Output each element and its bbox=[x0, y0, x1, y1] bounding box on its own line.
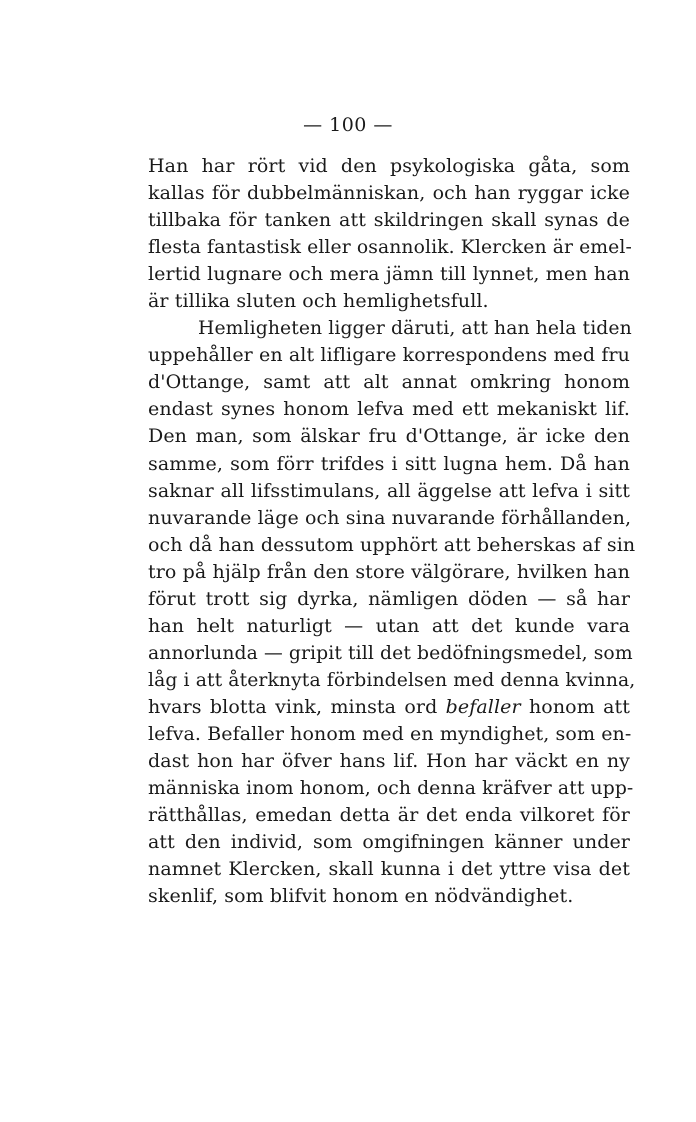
text-line: annorlunda — gripit till det bedöfningsmedel, som bbox=[148, 642, 633, 664]
text-line: tro på hjälp från den store välgörare, hvilken han bbox=[148, 560, 630, 583]
text-line: flesta fantastisk eller osannolik. Klercken är emel- bbox=[148, 237, 632, 259]
text-segment: honom att bbox=[528, 695, 631, 718]
paragraph-2 bbox=[148, 315, 636, 910]
text-line: att den individ, som omgifningen känner under bbox=[148, 831, 630, 854]
text-line: lertid lugnare och mera jämn till lynnet, men han bbox=[148, 263, 630, 286]
text-line: han helt naturligt — utan att det kunde vara bbox=[148, 614, 630, 637]
text-line: skenlif, som blifvit honom en nödvändighet. bbox=[148, 885, 574, 908]
text-line: saknar all lifsstimulans, all äggelse att lefva i sitt bbox=[148, 479, 630, 502]
text-line: endast synes honom lefva med ett mekaniskt lif. bbox=[148, 398, 630, 421]
paragraph-1 bbox=[148, 153, 630, 315]
text-line: lefva. Befaller honom med en myndighet, som en- bbox=[148, 722, 632, 745]
italic-word: befaller bbox=[445, 695, 521, 718]
text-line: rätthållas, emedan detta är det enda vilkoret för bbox=[148, 804, 630, 827]
text-line: nuvarande läge och sina nuvarande förhållanden, bbox=[148, 506, 632, 529]
text-line: uppehåller en alt lifligare korrespondens med fru bbox=[148, 344, 630, 367]
text-line: tillbaka för tanken att skildringen skall synas de bbox=[148, 209, 630, 232]
text-line: Den man, som älskar fru d'Ottange, är icke den bbox=[148, 425, 630, 448]
text-line: dast hon har öfver hans lif. Hon har väckt en ny bbox=[148, 750, 630, 773]
text-line: och då han dessutom upphört att beherskas af sin bbox=[148, 533, 636, 556]
text-line: Han har rört vid den psykologiska gåta, som bbox=[148, 155, 630, 177]
text-line: människa inom honom, och denna kräfver att upp- bbox=[148, 778, 634, 800]
text-line: förut trott sig dyrka, nämligen döden — så har bbox=[148, 587, 630, 610]
text-line: namnet Klercken, skall kunna i det yttre visa det bbox=[148, 858, 630, 881]
page-number: — 100 — bbox=[303, 114, 393, 136]
text-line: låg i att återknyta förbindelsen med denna kvinna, bbox=[148, 669, 636, 691]
text-line-with-italic bbox=[148, 694, 630, 721]
text-line: Hemligheten ligger däruti, att han hela tiden bbox=[198, 318, 632, 340]
text-line: kallas för dubbelmänniskan, och han ryggar icke bbox=[148, 182, 630, 205]
text-line: är tillika sluten och hemlighetsfull. bbox=[148, 290, 489, 313]
body-text bbox=[148, 153, 636, 910]
text-line: samme, som förr trifdes i sitt lugna hem. Då han bbox=[148, 452, 630, 475]
text-line: d'Ottange, samt att alt annat omkring honom bbox=[148, 371, 630, 394]
text-segment: hvars blotta vink, minsta ord bbox=[148, 695, 438, 718]
